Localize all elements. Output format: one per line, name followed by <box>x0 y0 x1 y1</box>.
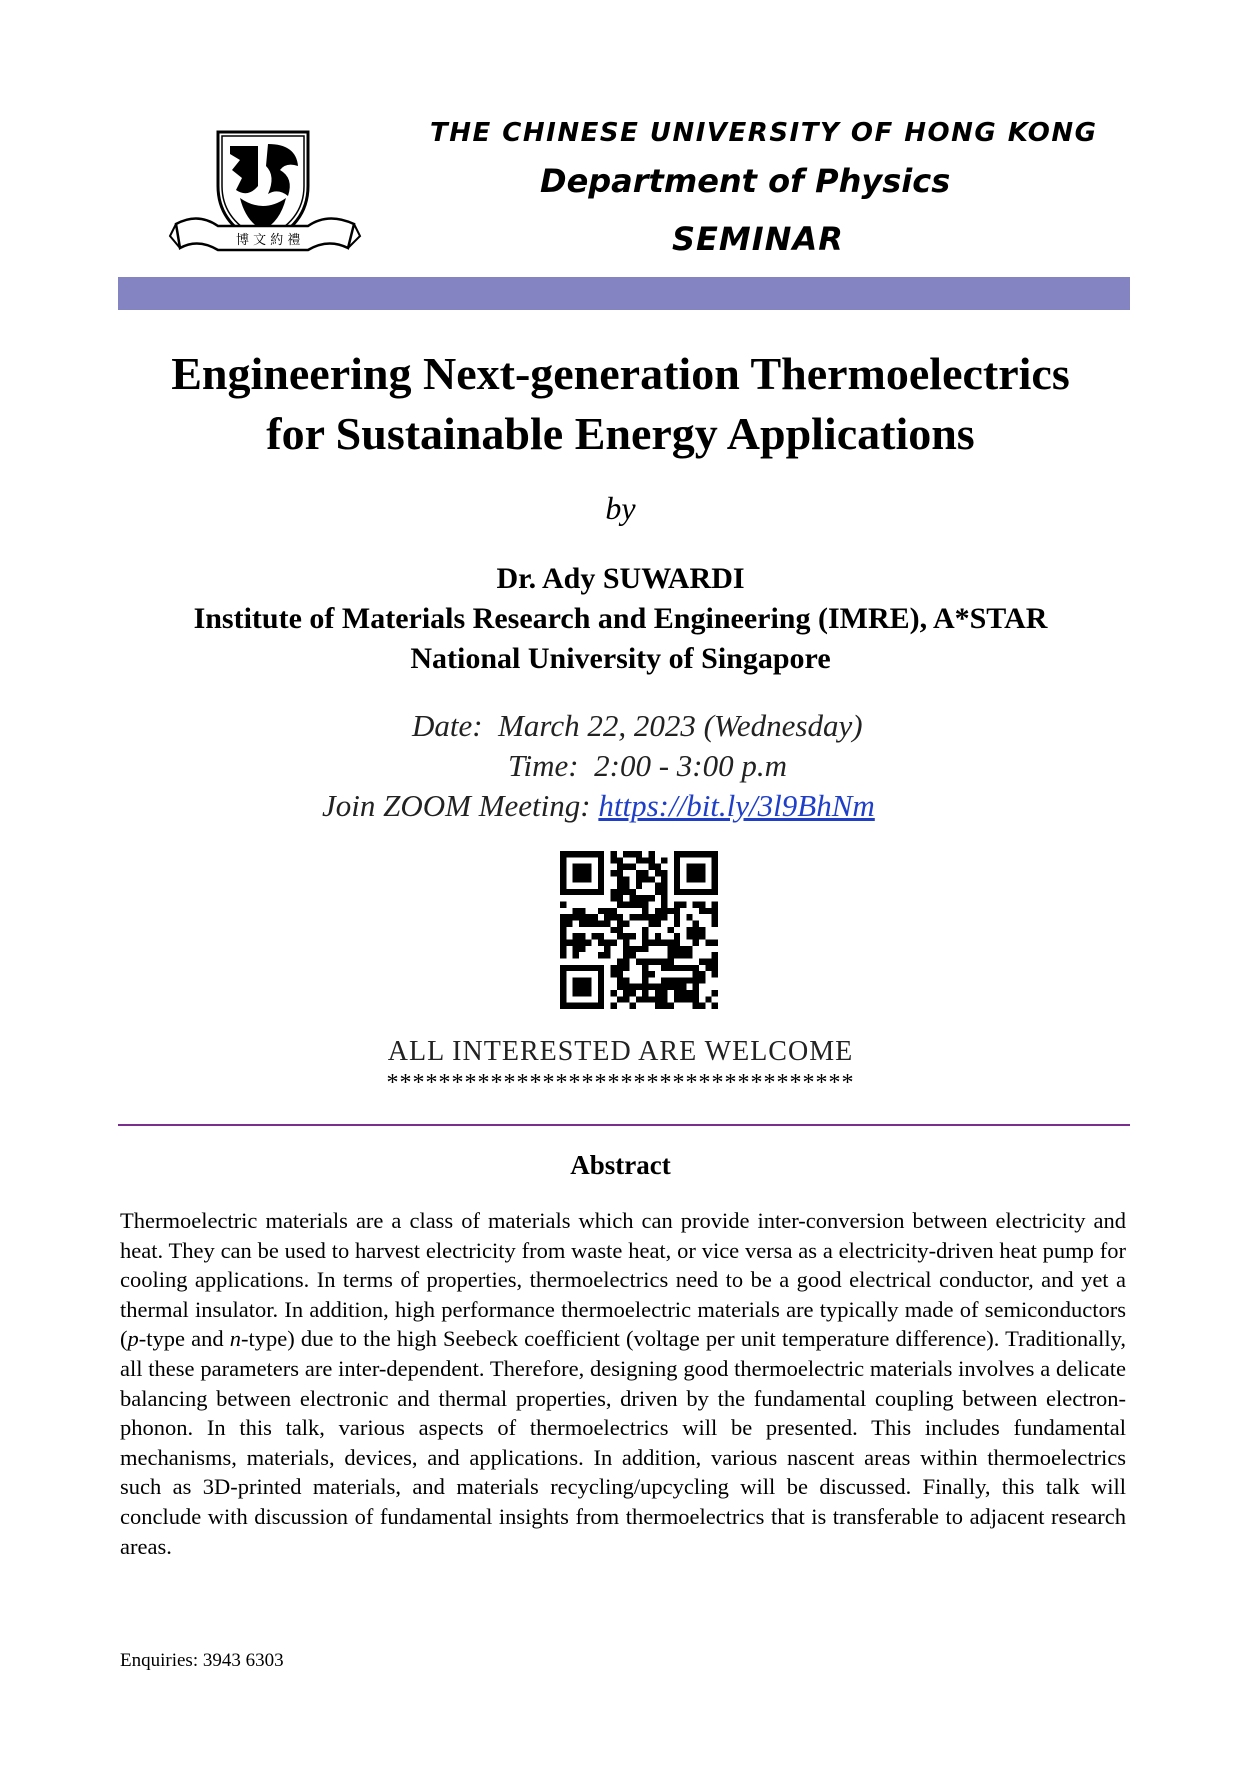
speaker-affiliation-1: Institute of Materials Research and Engineering (IMRE), A*STAR <box>193 602 1048 635</box>
department-name: Department of Physics <box>540 162 951 200</box>
abstract-body: Thermoelectric materials are a class of materials which can provide inter-conversion between electricity and heat. They can be used to harvest electricity from waste heat, or vice versa as a electricity-driven heat pump for cooling applications. In terms of properties, thermoelectrics need to be a good electrical conductor, and yet a thermal insulator. In addition, high performance thermoelectric materials are typically made of semiconductors (p-type and n-type) due to the high Seebeck coefficient (voltage per unit temperature difference). Traditionally, all these parameters are inter-dependent. Therefore, designing good thermoelectric materials involves a delicate balancing between electronic and thermal properties, driven by the fundamental coupling between electron-phonon. In this talk, various aspects of thermoelectrics will be presented. This includes fundamental mechanisms, materials, devices, and applications. In addition, various nascent areas within thermoelectrics such as 3D-printed materials, and materials recycling/upcycling will be discussed. Finally, this talk will conclude with discussion of fundamental insights from thermoelectrics that is transferable to adjacent research areas. <box>120 1208 1126 1559</box>
university-name: THE CHINESE UNIVERSITY OF HONG KONG <box>430 118 1098 148</box>
time-line <box>508 748 787 784</box>
svg-text:博 文 約 禮: 博 文 約 禮 <box>236 233 301 248</box>
zoom-link[interactable]: https://bit.ly/3l9BhNm <box>598 788 875 823</box>
enquiries-line: Enquiries: 3943 6303 <box>120 1650 284 1671</box>
speaker-name: Dr. Ady SUWARDI <box>496 562 745 595</box>
by-label: by <box>605 490 636 526</box>
speaker-affiliation-2: National University of Singapore <box>410 642 831 675</box>
university-crest-logo <box>168 126 363 263</box>
date-label: Date: <box>412 708 483 743</box>
title-line-1: Engineering Next-generation Thermoelectrics <box>171 348 1070 399</box>
zoom-label: Join ZOOM Meeting: <box>322 788 591 823</box>
time-label: Time: <box>508 748 579 783</box>
date-value: March 22, 2023 (Wednesday) <box>498 708 863 743</box>
section-divider <box>118 1124 1130 1126</box>
zoom-line <box>322 788 875 824</box>
welcome-note: ALL INTERESTED ARE WELCOME <box>387 1036 854 1067</box>
stars-divider: ************************************ <box>386 1070 855 1096</box>
date-line <box>412 708 863 744</box>
abstract-heading: Abstract <box>570 1150 671 1180</box>
header-accent-bar <box>118 277 1130 310</box>
seminar-title <box>100 344 1141 464</box>
event-type: SEMINAR <box>672 220 844 258</box>
time-value: 2:00 - 3:00 p.m <box>594 748 787 783</box>
qr-code-icon[interactable] <box>560 851 718 1009</box>
title-line-2: for Sustainable Energy Applications <box>266 408 975 459</box>
